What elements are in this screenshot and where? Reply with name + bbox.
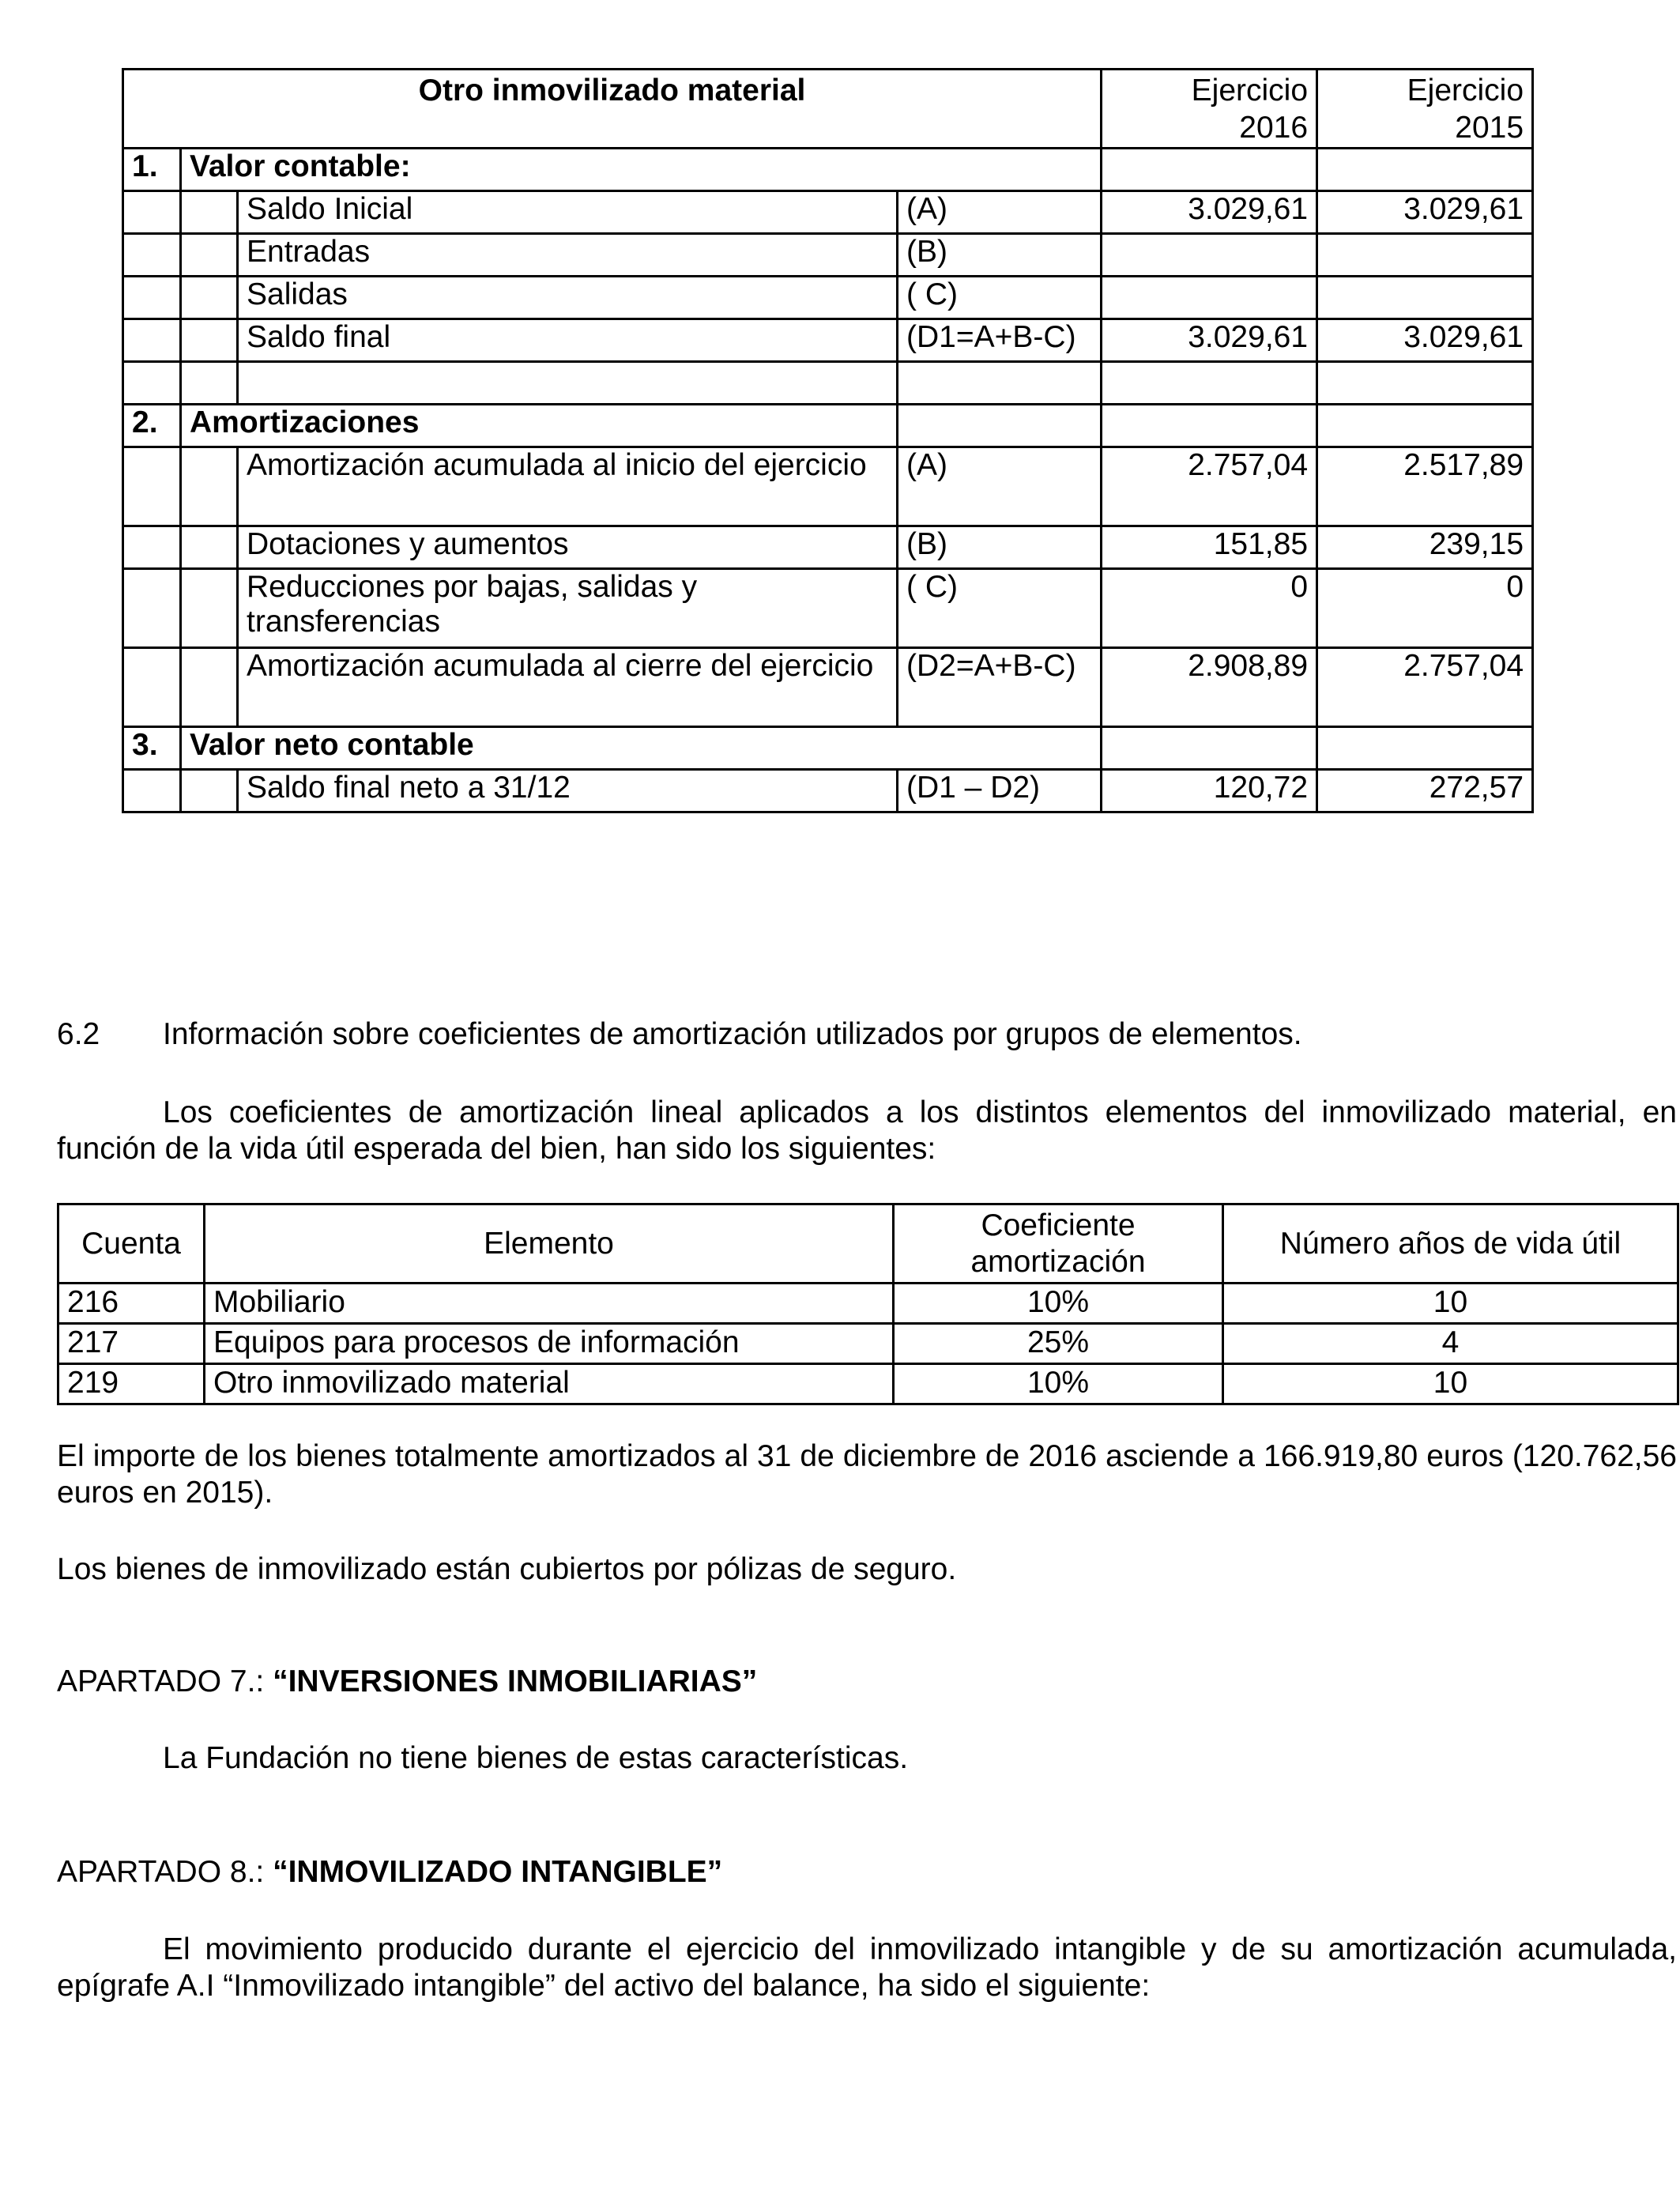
value-2015: 272,57 <box>1317 770 1533 812</box>
cell-cuenta: 217 <box>58 1324 205 1364</box>
header-coeficiente: Coeficiente amortización <box>894 1204 1223 1284</box>
value-2015 <box>1317 362 1533 405</box>
value-2015 <box>1317 234 1533 277</box>
row-code: (A) <box>898 447 1102 526</box>
inmovilizado-material-table <box>122 68 1534 813</box>
value-2015: 0 <box>1317 569 1533 648</box>
section-6-2-intro: Los coeficientes de amortización lineal aplicados a los distintos elementos del inmovilizado material, en función de la vida útil esperada del bien, han sido los siguientes: <box>57 1095 1677 1166</box>
row-code: (D1=A+B-C) <box>898 319 1102 362</box>
row-label: Amortización acumulada al inicio del ejercicio <box>238 447 898 526</box>
section-title: Valor contable: <box>181 149 1102 191</box>
row-label: Entradas <box>238 234 898 277</box>
table-row <box>123 569 1533 648</box>
section-number: 2. <box>123 405 181 447</box>
row-code: ( C) <box>898 277 1102 319</box>
value-2016 <box>1102 234 1317 277</box>
row-label: Saldo final neto a 31/12 <box>238 770 898 812</box>
row-label: Saldo final <box>238 319 898 362</box>
section-header-row <box>123 405 1533 447</box>
value-2016: 2.908,89 <box>1102 648 1317 727</box>
cell-elemento: Mobiliario <box>205 1284 894 1324</box>
row-code: (D2=A+B-C) <box>898 648 1102 727</box>
section-title: Amortizaciones <box>181 405 898 447</box>
paragraph-seguro: Los bienes de inmovilizado están cubiertos por pólizas de seguro. <box>57 1552 957 1586</box>
row-code <box>898 362 1102 405</box>
row-label: Salidas <box>238 277 898 319</box>
row-code: ( C) <box>898 569 1102 648</box>
value-2016 <box>1102 277 1317 319</box>
table-row <box>123 234 1533 277</box>
section-header-row <box>123 727 1533 770</box>
value-2016: 120,72 <box>1102 770 1317 812</box>
row-code: (B) <box>898 526 1102 569</box>
row-label: Amortización acumulada al cierre del ejercicio <box>238 648 898 727</box>
cell-coeficiente: 10% <box>894 1364 1223 1404</box>
header-elemento: Elemento <box>205 1204 894 1284</box>
table-row <box>123 319 1533 362</box>
value-2015: 239,15 <box>1317 526 1533 569</box>
row-label: Reducciones por bajas, salidas y transferencias <box>238 569 898 648</box>
value-2016: 3.029,61 <box>1102 319 1317 362</box>
cell-vida-util: 10 <box>1223 1284 1678 1324</box>
table-row <box>58 1364 1678 1404</box>
column-header-2015: Ejercicio 2015 <box>1317 70 1533 149</box>
table-row <box>58 1324 1678 1364</box>
cell-cuenta: 216 <box>58 1284 205 1324</box>
section-title: Valor neto contable <box>181 727 1102 770</box>
cell-coeficiente: 10% <box>894 1284 1223 1324</box>
value-2015: 3.029,61 <box>1317 319 1533 362</box>
section-header-row <box>123 149 1533 191</box>
table-title: Otro inmovilizado material <box>123 70 1102 149</box>
apartado-7-text: La Fundación no tiene bienes de estas características. <box>163 1741 909 1775</box>
value-2016 <box>1102 362 1317 405</box>
cell-elemento: Equipos para procesos de información <box>205 1324 894 1364</box>
table-row <box>123 526 1533 569</box>
table-row <box>123 191 1533 234</box>
value-2015: 3.029,61 <box>1317 191 1533 234</box>
row-code: (B) <box>898 234 1102 277</box>
value-2016: 151,85 <box>1102 526 1317 569</box>
paragraph-importe: El importe de los bienes totalmente amortizados al 31 de diciembre de 2016 asciende a 166.919,80 euros (120.762,56 euros en 2015). <box>57 1439 1677 1510</box>
table-row <box>123 770 1533 812</box>
table-row <box>123 277 1533 319</box>
section-number: 1. <box>123 149 181 191</box>
coeficientes-table <box>57 1203 1679 1405</box>
value-2016: 0 <box>1102 569 1317 648</box>
table-row <box>58 1284 1678 1324</box>
row-code: (A) <box>898 191 1102 234</box>
cell-coeficiente: 25% <box>894 1324 1223 1364</box>
row-label <box>238 362 898 405</box>
table-row-empty <box>123 362 1533 405</box>
apartado-7-heading: APARTADO 7.: “INVERSIONES INMOBILIARIAS” <box>57 1664 758 1698</box>
cell-vida-util: 4 <box>1223 1324 1678 1364</box>
row-code: (D1 – D2) <box>898 770 1102 812</box>
section-number: 3. <box>123 727 181 770</box>
value-2015: 2.517,89 <box>1317 447 1533 526</box>
table-row <box>123 648 1533 727</box>
cell-vida-util: 10 <box>1223 1364 1678 1404</box>
apartado-8-text: El movimiento producido durante el ejercicio del inmovilizado intangible y de su amortización acumulada, epígrafe A.I “Inmovilizado intangible” del activo del balance, ha sido el siguiente: <box>57 1932 1677 2003</box>
column-header-2016: Ejercicio 2016 <box>1102 70 1317 149</box>
row-label: Dotaciones y aumentos <box>238 526 898 569</box>
value-2015: 2.757,04 <box>1317 648 1533 727</box>
row-label: Saldo Inicial <box>238 191 898 234</box>
section-6-2-heading: 6.2 Información sobre coeficientes de amortización utilizados por grupos de elementos. <box>57 1017 1302 1051</box>
value-2015 <box>1317 277 1533 319</box>
table-header-row <box>58 1204 1678 1284</box>
header-cuenta: Cuenta <box>58 1204 205 1284</box>
cell-elemento: Otro inmovilizado material <box>205 1364 894 1404</box>
value-2016: 2.757,04 <box>1102 447 1317 526</box>
value-2016: 3.029,61 <box>1102 191 1317 234</box>
cell-cuenta: 219 <box>58 1364 205 1404</box>
table-row <box>123 447 1533 526</box>
header-vida-util: Número años de vida útil <box>1223 1204 1678 1284</box>
apartado-8-heading: APARTADO 8.: “INMOVILIZADO INTANGIBLE” <box>57 1855 723 1889</box>
